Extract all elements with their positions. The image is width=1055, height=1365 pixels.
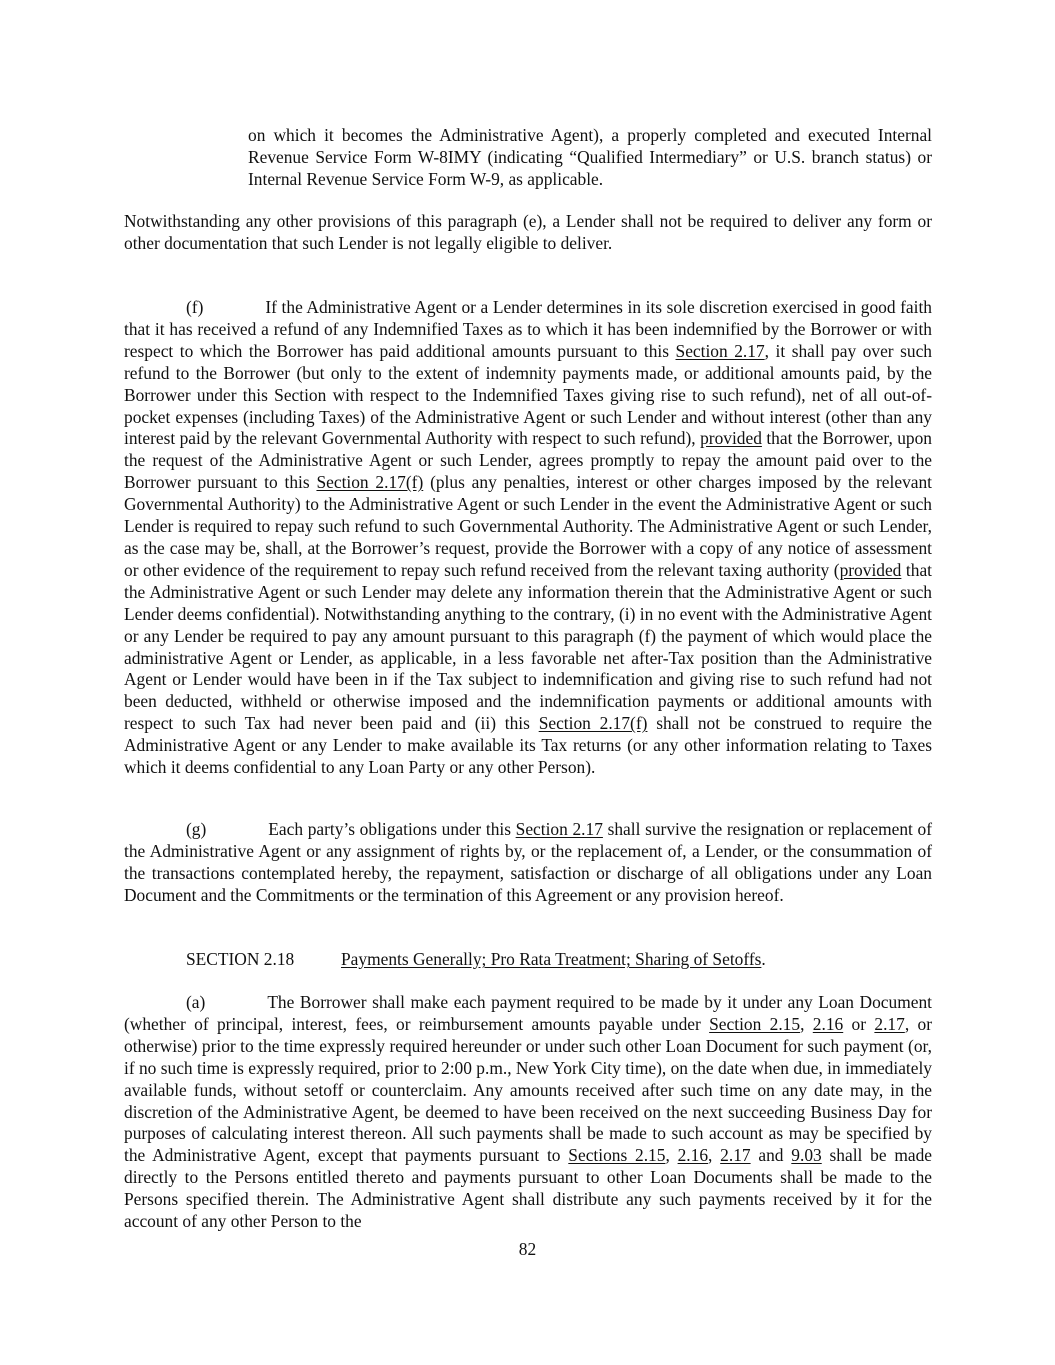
page-number: 82 — [518, 1239, 537, 1259]
provided-term: provided — [839, 559, 902, 580]
section-reference: Section 2.17 — [675, 340, 765, 361]
section-reference: Section 2.15 — [709, 1013, 801, 1034]
paragraph-f-label: (f) — [186, 297, 204, 317]
provided-term: provided — [700, 428, 762, 449]
paragraph-a-label: (a) — [186, 992, 206, 1012]
notwithstanding-paragraph: Notwithstanding any other provisions of this paragraph (e), a Lender shall not be required to deliver any form or other documentation that such Lender is not legally eligible to deliver. — [124, 211, 932, 253]
section-reference: Section 2.17 — [515, 819, 603, 839]
paragraph-g-label: (g) — [186, 819, 207, 839]
section-reference: Section 2.17(f) — [316, 472, 424, 493]
section-reference: 2.16 — [812, 1013, 844, 1034]
section-reference: 2.17 — [874, 1013, 905, 1034]
section-reference: 2.16 — [677, 1145, 709, 1166]
paragraph-g: (g) Each party’s obligations under this Section 2.17 shall survive the resignation or replacement of the Administrative Agent or any assignment of rights by, or the replacement of, a Lender, or the consummation of the transactions contemplated hereby, the repayment, satisfaction or discharge of all obligations under any Loan Document and the Commitments or the termination of this Agreement or any provision hereof. — [124, 819, 932, 905]
section-number: SECTION 2.18 — [186, 949, 295, 969]
section-title: Payments Generally; Pro Rata Treatment; Sharing of Setoffs — [341, 949, 762, 969]
section-reference: Sections 2.15 — [568, 1145, 666, 1166]
section-heading: SECTION 2.18 Payments Generally; Pro Rata Treatment; Sharing of Setoffs. — [186, 949, 766, 969]
indented-block-continuation: on which it becomes the Administrative Agent), a properly completed and executed Internal Revenue Service Form W-8IMY (indicating “Qualified Intermediary” or U.S. branch status) or Internal Revenue Service Form W-9, as applicable. — [248, 125, 932, 189]
paragraph-f: (f) If the Administrative Agent or a Lender determines in its sole discretion exercised in good faith that it has received a refund of any Indemnified Taxes as to which it has been indemnified by the Borrower or with respect to which the Borrower has paid additional amounts pursuant to this Section 2.17, it shall pay over such refund to the Borrower (but only to the extent of indemnity payments made, or additional amounts paid, by the Borrower under this Section with respect to the Indemnified Taxes giving rise to such refund), net of all out-of-pocket expenses (including Taxes) of the Administrative Agent or such Lender and without interest (other than any interest paid by the relevant Governmental Authority with respect to such refund), provided that the Borrower, upon the request of the Administrative Agent or such Lender, agrees promptly to repay the amount paid over to the Borrower pursuant to this Section 2.17(f) (plus any penalties, interest or other charges imposed by the relevant Governmental Authority) to the Administrative Agent or such Lender in the event the Administrative Agent or such Lender is required to repay such refund to such Governmental Authority. The Administrative Agent or such Lender, as the case may be, shall, at the Borrower’s request, provide the Borrower with a copy of any notice of assessment or other evidence of the requirement to repay such refund received from the relevant taxing authority (provided that the Administrative Agent or such Lender may delete any information therein that the Administrative Agent or such Lender deems confidential). Notwithstanding anything to the contrary, (i) in no event with the Administrative Agent or any Lender be required to pay any amount pursuant to this paragraph (f) the payment of which would place the administrative Agent or Lender, as applicable, in a less favorable net after-Tax position than the Administrative Agent or Lender would have been in if the Tax subject to indemnification and giving rise to such refund had not been deducted, withheld or otherwise imposed and the indemnification payments or additional amounts with respect to such Tax had never been paid and (ii) this Section 2.17(f) shall not be construed to require the Administrative Agent or any Lender to make available its Tax returns (or any other information relating to Taxes which it deems confidential to any Loan Party or any other Person). — [124, 297, 933, 778]
section-reference: Section 2.17(f) — [538, 713, 648, 734]
section-reference: 2.17 — [720, 1145, 751, 1166]
section-reference: 9.03 — [791, 1145, 822, 1166]
paragraph-a: (a) The Borrower shall make each payment required to be made by it under any Loan Document (whether of principal, interest, fees, or reimbursement amounts payable under Section 2.15, 2.16 or 2.17, or otherwise) prior to the time expressly required hereunder or under such other Loan Document for such payment (or, if no such time is expressly required, prior to 2:00 p.m., New York City time), on the date when due, in immediately available funds, without setoff or counterclaim. Any amounts received after such time on any date may, in the discretion of the Administrative Agent, be deemed to have been received on the next succeeding Business Day for purposes of calculating interest thereon. All such payments shall be made to such account as may be specified by the Administrative Agent, except that payments pursuant to Sections 2.15, 2.16, 2.17 and 9.03 shall be made directly to the Persons entitled thereto and payments pursuant to other Loan Documents shall be made to the Persons specified therein. The Administrative Agent shall distribute any such payments received by it for the account of any other Person to the — [124, 992, 933, 1232]
